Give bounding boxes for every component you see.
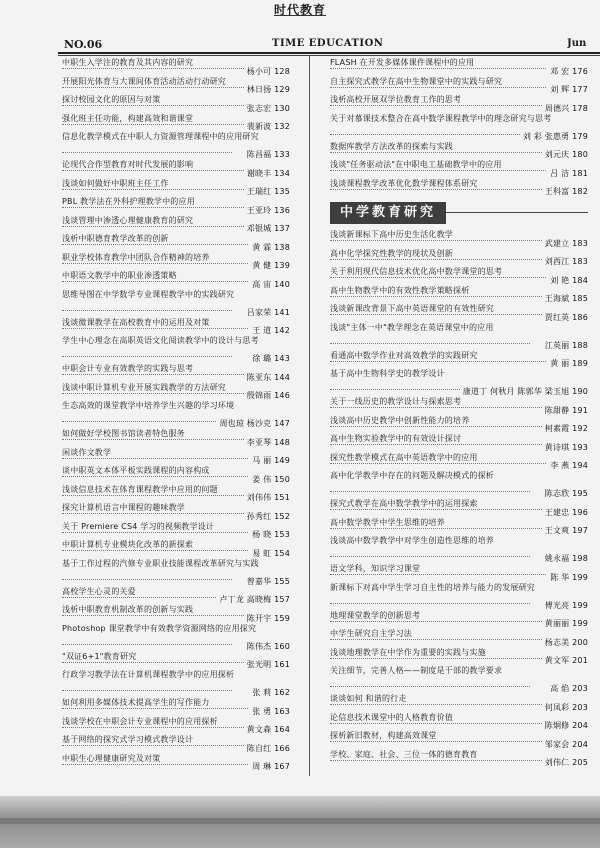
toc-entry xyxy=(330,95,588,114)
entry-title: 看通高中数学作业对高效教学的实践研究 xyxy=(330,351,588,362)
entry-title: 如何做好学校图书馆读者特色服务 xyxy=(62,429,290,440)
entry-author-page: 刘伟仁 205 xyxy=(542,758,588,768)
entry-title: 地理课堂教学的创新思考 xyxy=(330,611,588,622)
toc-entry xyxy=(62,735,290,754)
entry-author-page: 黄文军 201 xyxy=(542,656,588,666)
entry-title: 中职计算机专业模块化改革的新探索 xyxy=(62,540,290,551)
entry-author-page: 曾嘉华 155 xyxy=(244,577,290,587)
entry-author-page: 周也琼 杨沙克 147 xyxy=(216,419,290,429)
entry-title: 中职会计专业有效教学的实践与思考 xyxy=(62,364,290,375)
entry-title: 浅析高校开展双学位教育工作的思考 xyxy=(330,95,588,106)
entry-author-page: 李 燕 194 xyxy=(547,461,588,471)
entry-author-page: 王亚玲 136 xyxy=(244,206,290,216)
toc-entry xyxy=(62,179,290,198)
entry-author-page: 刘西江 183 xyxy=(542,257,588,267)
toc-entry xyxy=(330,369,588,397)
toc-entry xyxy=(62,290,290,318)
entry-title: 高中生物实验教学中的有效设计探讨 xyxy=(330,434,588,445)
section-title: 中学教育研究 xyxy=(330,202,446,224)
toc-entry xyxy=(62,429,290,448)
toc-entry xyxy=(330,666,588,694)
entry-author-page: 马 丽 149 xyxy=(249,456,290,466)
entry-author-page: 刘元庆 180 xyxy=(542,150,588,160)
entry-author-page: 陈甜静 191 xyxy=(542,406,588,416)
entry-title: 强化班主任功能，构建高效和谐课堂 xyxy=(62,114,290,125)
entry-author-page: 王文爽 197 xyxy=(542,526,588,536)
entry-leader xyxy=(330,481,530,492)
toc-entry xyxy=(62,58,290,77)
toc-entry xyxy=(62,698,290,717)
entry-title: 开展阳光体育与大课间体育活动活动行动研究 xyxy=(62,77,290,88)
toc-entry xyxy=(330,304,588,323)
entry-author-page: 陈开宇 159 xyxy=(244,614,290,624)
entry-title: 新课标下对高中学生学习自主性的培养与能力的发展研究 xyxy=(330,582,535,592)
toc-entry xyxy=(62,717,290,736)
entry-title: 如何利用多媒体技术提高学生的写作能力 xyxy=(62,698,290,709)
entry-author-page: 张志宏 130 xyxy=(244,104,290,114)
entry-title: 浅谈管理中渗透心理健康教育的研究 xyxy=(62,216,290,227)
toc-entry xyxy=(330,286,588,305)
entry-title: 探析新旧教材，构建高效课堂 xyxy=(330,731,588,742)
entry-author-page: 黄 霖 138 xyxy=(249,243,290,253)
entry-author-page: 周 琳 167 xyxy=(249,762,290,772)
toc-entry xyxy=(330,77,588,96)
toc-entry xyxy=(330,713,588,732)
entry-title: FLASH 在开发多媒体课件课程中的应用 xyxy=(330,58,588,69)
entry-author-page: 吕 洁 181 xyxy=(547,169,588,179)
entry-title: 浅谈高中数学教学中对学生创造性思维的培养 xyxy=(330,536,494,545)
entry-title: 学生中心理念在高职英语文化阅读教学中的设计与思考 xyxy=(62,336,259,345)
entry-title: 高校学生心灵的关爱 xyxy=(62,587,290,598)
entry-leader xyxy=(62,411,232,422)
toc-entry xyxy=(330,351,588,370)
toc-entry xyxy=(62,318,290,337)
entry-author-page: 高 宙 140 xyxy=(249,280,290,290)
entry-title: 浅谈学校在中职会计专业课程中的应用探析 xyxy=(62,717,290,728)
toc-entry xyxy=(62,77,290,96)
entry-author-page: 卢丁龙 高晓梅 157 xyxy=(216,595,290,605)
toc-entry xyxy=(330,58,588,77)
toc-entry xyxy=(330,453,588,472)
entry-title: 闲谈作文教学 xyxy=(62,448,290,459)
toc-entry xyxy=(62,652,290,671)
entry-author-page: 江英丽 188 xyxy=(542,341,588,351)
entry-title: 浅谈信息技术在体育课程教学中应用的问题 xyxy=(62,485,290,496)
entry-author-page: 黄 丽 189 xyxy=(547,359,588,369)
toc-entry xyxy=(62,503,290,522)
entry-author-page: 陈 华 199 xyxy=(547,573,588,583)
toc-entry xyxy=(330,397,588,416)
entry-leader xyxy=(62,634,232,645)
entry-title: 高中化学探究性教学的现状及创新 xyxy=(330,249,588,260)
toc-entry xyxy=(62,624,290,652)
entry-title: 数据库教学方法改革的探索与实践 xyxy=(330,142,588,153)
toc-entry xyxy=(330,160,588,179)
entry-title: 基于网络的探究式学习模式教学设计 xyxy=(62,735,290,746)
toc-entry xyxy=(62,559,290,587)
toc-entry xyxy=(62,197,290,216)
entry-title: PBL 教学法在外科护理教学中的应用 xyxy=(62,197,290,208)
entry-title: 关于一线历史的教学设计与探索思考 xyxy=(330,397,588,408)
right-column xyxy=(330,58,588,768)
entry-author-page: 陈炯修 204 xyxy=(542,721,588,731)
toc-entry xyxy=(330,179,588,198)
entry-author-page: 谢晓丰 134 xyxy=(244,169,290,179)
header-rule-thin xyxy=(58,55,600,56)
entry-title: 浅谈地理教学在中学作为重要的实践与实施 xyxy=(330,648,588,659)
toc-entry xyxy=(62,485,290,504)
entry-title: 基于高中生物科学史的教学设计 xyxy=(330,369,445,378)
entry-author-page: 裴新波 132 xyxy=(244,122,290,132)
toc-entry xyxy=(330,629,588,648)
entry-leader xyxy=(62,569,232,580)
entry-author-page: 黄文森 164 xyxy=(244,725,290,735)
toc-entry xyxy=(330,694,588,713)
entry-leader xyxy=(62,300,232,311)
toc-entry xyxy=(330,249,588,268)
entry-title: 生态高效的课堂教学中培养学生兴趣的学习环境 xyxy=(62,401,235,410)
entry-leader xyxy=(62,142,232,153)
entry-title: "双证6+1"教育研究 xyxy=(62,652,290,663)
toc-entry xyxy=(62,670,290,698)
left-column xyxy=(62,58,290,772)
toc-entry xyxy=(330,499,588,518)
entry-title: 浅谈如何做好中职班主任工作 xyxy=(62,179,290,190)
toc-entry xyxy=(330,518,588,537)
entry-title: 高中数学教学中学生思维的培养 xyxy=(330,518,588,529)
entry-author-page: 徐 璐 143 xyxy=(249,354,290,364)
entry-title: 中学生研究自主学习法 xyxy=(330,629,588,640)
entry-title: 语文学科，知识学习课堂 xyxy=(330,564,588,575)
toc-entry xyxy=(330,564,588,583)
entry-title: 谈谈如何 和谐的行走 xyxy=(330,694,588,705)
entry-title: 思维导图在中学数学专业课程教学中的实践研究 xyxy=(62,289,235,299)
entry-author-page: 刘 艳 184 xyxy=(547,276,588,286)
entry-author-page: 孙秀红 152 xyxy=(244,512,290,522)
toc-entry xyxy=(330,471,588,499)
entry-leader xyxy=(330,333,530,344)
entry-author-page: 邓 宏 176 xyxy=(547,67,588,77)
entry-title: 高中化学教学中存在的问题及解决模式的探析 xyxy=(330,471,494,480)
entry-author-page: 王建忠 196 xyxy=(542,508,588,518)
entry-title: 浅谈高中历史教学中创新性能力的培养 xyxy=(330,416,588,427)
magazine-name: TIME EDUCATION xyxy=(272,38,384,49)
entry-title: 行政学习教学法在计算机课程教学中的应用探析 xyxy=(62,670,235,679)
toc-entry xyxy=(62,383,290,402)
entry-title: 学校、家庭、社会、三位一体的德育教育 xyxy=(330,750,588,761)
entry-title: 探究计算机语言中课程的趣味教学 xyxy=(62,503,290,514)
entry-leader xyxy=(330,676,530,687)
toc-entry xyxy=(62,253,290,272)
entry-author-page: 殷锦雨 146 xyxy=(244,391,290,401)
toc-entry xyxy=(330,416,588,435)
toc-entry xyxy=(62,540,290,559)
entry-title: 论现代合作型教育对时代发展的影响 xyxy=(62,160,290,171)
entry-author-page: 黄诗琪 193 xyxy=(542,443,588,453)
toc-entry xyxy=(62,114,290,133)
toc-entry xyxy=(62,754,290,773)
entry-title: 探究性教学模式在高中英语教学中的应用 xyxy=(330,453,588,464)
magazine-logo: 时代教育 xyxy=(264,1,336,17)
entry-title: 探讨校园文化的原因与对策 xyxy=(62,95,290,106)
toc-entry xyxy=(62,522,290,541)
toc-entry xyxy=(62,132,290,160)
right-column-bottom xyxy=(330,230,588,768)
entry-author-page: 杨志美 200 xyxy=(542,638,588,648)
entry-author-page: 邓银城 137 xyxy=(244,224,290,234)
issue-number: NO.06 xyxy=(64,38,103,51)
entry-title: 浅谈新课标下高中历史生活化教学 xyxy=(330,230,588,241)
entry-author-page: 黄丽丽 199 xyxy=(542,619,588,629)
toc-entry xyxy=(330,648,588,667)
entry-title: 信息化教学模式在中职人力资源管理课程中的应用研究 xyxy=(62,132,259,141)
entry-author-page: 邹家会 204 xyxy=(542,740,588,750)
toc-entry xyxy=(330,611,588,630)
entry-author-page: 武建立 183 xyxy=(542,239,588,249)
entry-author-page: 张 勇 163 xyxy=(249,707,290,717)
entry-author-page: 陈昌福 133 xyxy=(244,150,290,160)
toc-entry xyxy=(330,230,588,249)
entry-title: 浅析中职德育教学改革的创新 xyxy=(62,234,290,245)
entry-author-page: 何凤彩 203 xyxy=(542,703,588,713)
toc-entry xyxy=(62,216,290,235)
header-rule xyxy=(58,52,600,54)
toc-entry xyxy=(330,142,588,161)
entry-title: 关注细节，完善人格——制度是干部的教学要求 xyxy=(330,666,503,675)
entry-title: 浅谈课程教学改革优化数学课程体系研究 xyxy=(330,179,588,190)
column-divider xyxy=(309,56,310,776)
entry-author-page: 陈伟杰 160 xyxy=(244,642,290,652)
entry-author-page: 张光明 161 xyxy=(244,660,290,670)
toc-entry xyxy=(62,234,290,253)
entry-title: 中职语文教学中的职业渗透策略 xyxy=(62,271,290,282)
entry-title: Photoshop 课堂教学中有效教学资源网络的应用探究 xyxy=(62,623,257,633)
entry-author-page: 姚永福 198 xyxy=(542,554,588,564)
entry-author-page: 王科富 182 xyxy=(542,187,588,197)
entry-leader xyxy=(62,346,232,357)
entry-title: 关于利用现代信息技术优化高中数学课堂的思考 xyxy=(330,267,588,278)
section-banner xyxy=(330,202,588,224)
entry-title: 浅谈"任务驱动法"在中职电工基础教学中的应用 xyxy=(330,160,588,171)
entry-title: 基于工作过程的汽修专业职业技能课程改革研究与实践 xyxy=(62,558,259,568)
toc-entry xyxy=(62,95,290,114)
entry-author-page: 黄 健 139 xyxy=(249,261,290,271)
entry-leader xyxy=(330,593,530,604)
entry-title: 浅谈"主体一中"教学理念在英语课堂中的应用 xyxy=(330,322,494,332)
entry-author-page: 李亚琴 148 xyxy=(244,438,290,448)
entry-author-page: 张 莉 162 xyxy=(249,688,290,698)
entry-title: 关于对慕课技术整合在高中数学课程教学中的理念研究与思考 xyxy=(330,113,552,123)
entry-title: 中职生心理健康研究及对策 xyxy=(62,754,290,765)
scan-edge-band xyxy=(0,796,600,848)
toc-entry xyxy=(62,587,290,606)
entry-author-page: 傅光亮 199 xyxy=(542,601,588,611)
issue-month: Jun xyxy=(567,38,587,49)
entry-author-page: 刘 彩 张惠勇 179 xyxy=(520,132,588,142)
toc-entry xyxy=(330,750,588,769)
entry-title: 高中生物教学中的有效性教学策略探析 xyxy=(330,286,588,297)
toc-entry xyxy=(330,114,588,142)
toc-entry xyxy=(62,401,290,429)
entry-leader xyxy=(330,124,530,135)
entry-author-page: 陈自红 166 xyxy=(244,744,290,754)
toc-entry xyxy=(330,434,588,453)
entry-title: 浅谈微课教学在高校教育中的运用及对策 xyxy=(62,318,290,329)
toc-entry xyxy=(62,605,290,624)
entry-author-page: 姜 伟 150 xyxy=(249,475,290,485)
entry-author-page: 杨小可 128 xyxy=(244,67,290,77)
toc-entry xyxy=(62,364,290,383)
entry-author-page: 刘伟伟 151 xyxy=(244,493,290,503)
entry-title: 谈中职英文本体平板实践课程的内容构成 xyxy=(62,466,290,477)
entry-leader xyxy=(330,546,530,557)
toc-entry xyxy=(62,271,290,290)
entry-title: 职业学校体育教学中团队合作精神的培养 xyxy=(62,253,290,264)
entry-title: 关于 Premiere CS4 学习的视频教学设计 xyxy=(62,522,290,533)
toc-entry xyxy=(62,466,290,485)
entry-title: 探究式教学在高中数学教学中的运用探索 xyxy=(330,499,588,510)
entry-author-page: 王瑞红 135 xyxy=(244,187,290,197)
entry-author-page: 周德兴 178 xyxy=(542,104,588,114)
entry-author-page: 贾红英 186 xyxy=(542,313,588,323)
toc-entry xyxy=(330,267,588,286)
toc-entry xyxy=(330,536,588,564)
toc-entry xyxy=(330,323,588,351)
entry-author-page: 杨 晓 153 xyxy=(249,530,290,540)
entry-title: 自主探究式教学在高中生物课堂中的实践与研究 xyxy=(330,77,588,88)
entry-title: 论信息技术课堂中的人格教育价值 xyxy=(330,713,588,724)
toc-entry xyxy=(330,583,588,611)
entry-leader xyxy=(62,680,232,691)
entry-author-page: 易 虹 154 xyxy=(249,549,290,559)
entry-author-page: 高 焰 203 xyxy=(547,684,588,694)
toc-entry xyxy=(62,336,290,364)
toc-entry xyxy=(330,731,588,750)
entry-author-page: 王 道 142 xyxy=(249,326,290,336)
entry-title: 浅析中职教育机制改革的创新与实践 xyxy=(62,605,290,616)
entry-author-page: 吕家荣 141 xyxy=(244,308,290,318)
entry-title: 中职生入学注的教育及其内容的研究 xyxy=(62,58,290,69)
entry-author-page: 林日扬 129 xyxy=(244,85,290,95)
entry-author-page: 陈志欣 195 xyxy=(542,489,588,499)
entry-author-page: 柯素霞 192 xyxy=(542,424,588,434)
right-column-top xyxy=(330,58,588,197)
toc-entry xyxy=(62,448,290,467)
entry-author-page: 陈亚东 144 xyxy=(244,373,290,383)
toc-entry xyxy=(62,160,290,179)
entry-author-page: 康道丁 何秋月 陈郭华 梁玉旭 190 xyxy=(460,387,588,397)
entry-title: 浅谈新课改背景下高中英语课堂的有效性研究 xyxy=(330,304,588,315)
entry-title: 浅谈中职计算机专业开展实践教学的方法研究 xyxy=(62,383,290,394)
entry-author-page: 刘 辉 177 xyxy=(547,85,588,95)
entry-author-page: 王海斌 185 xyxy=(542,294,588,304)
